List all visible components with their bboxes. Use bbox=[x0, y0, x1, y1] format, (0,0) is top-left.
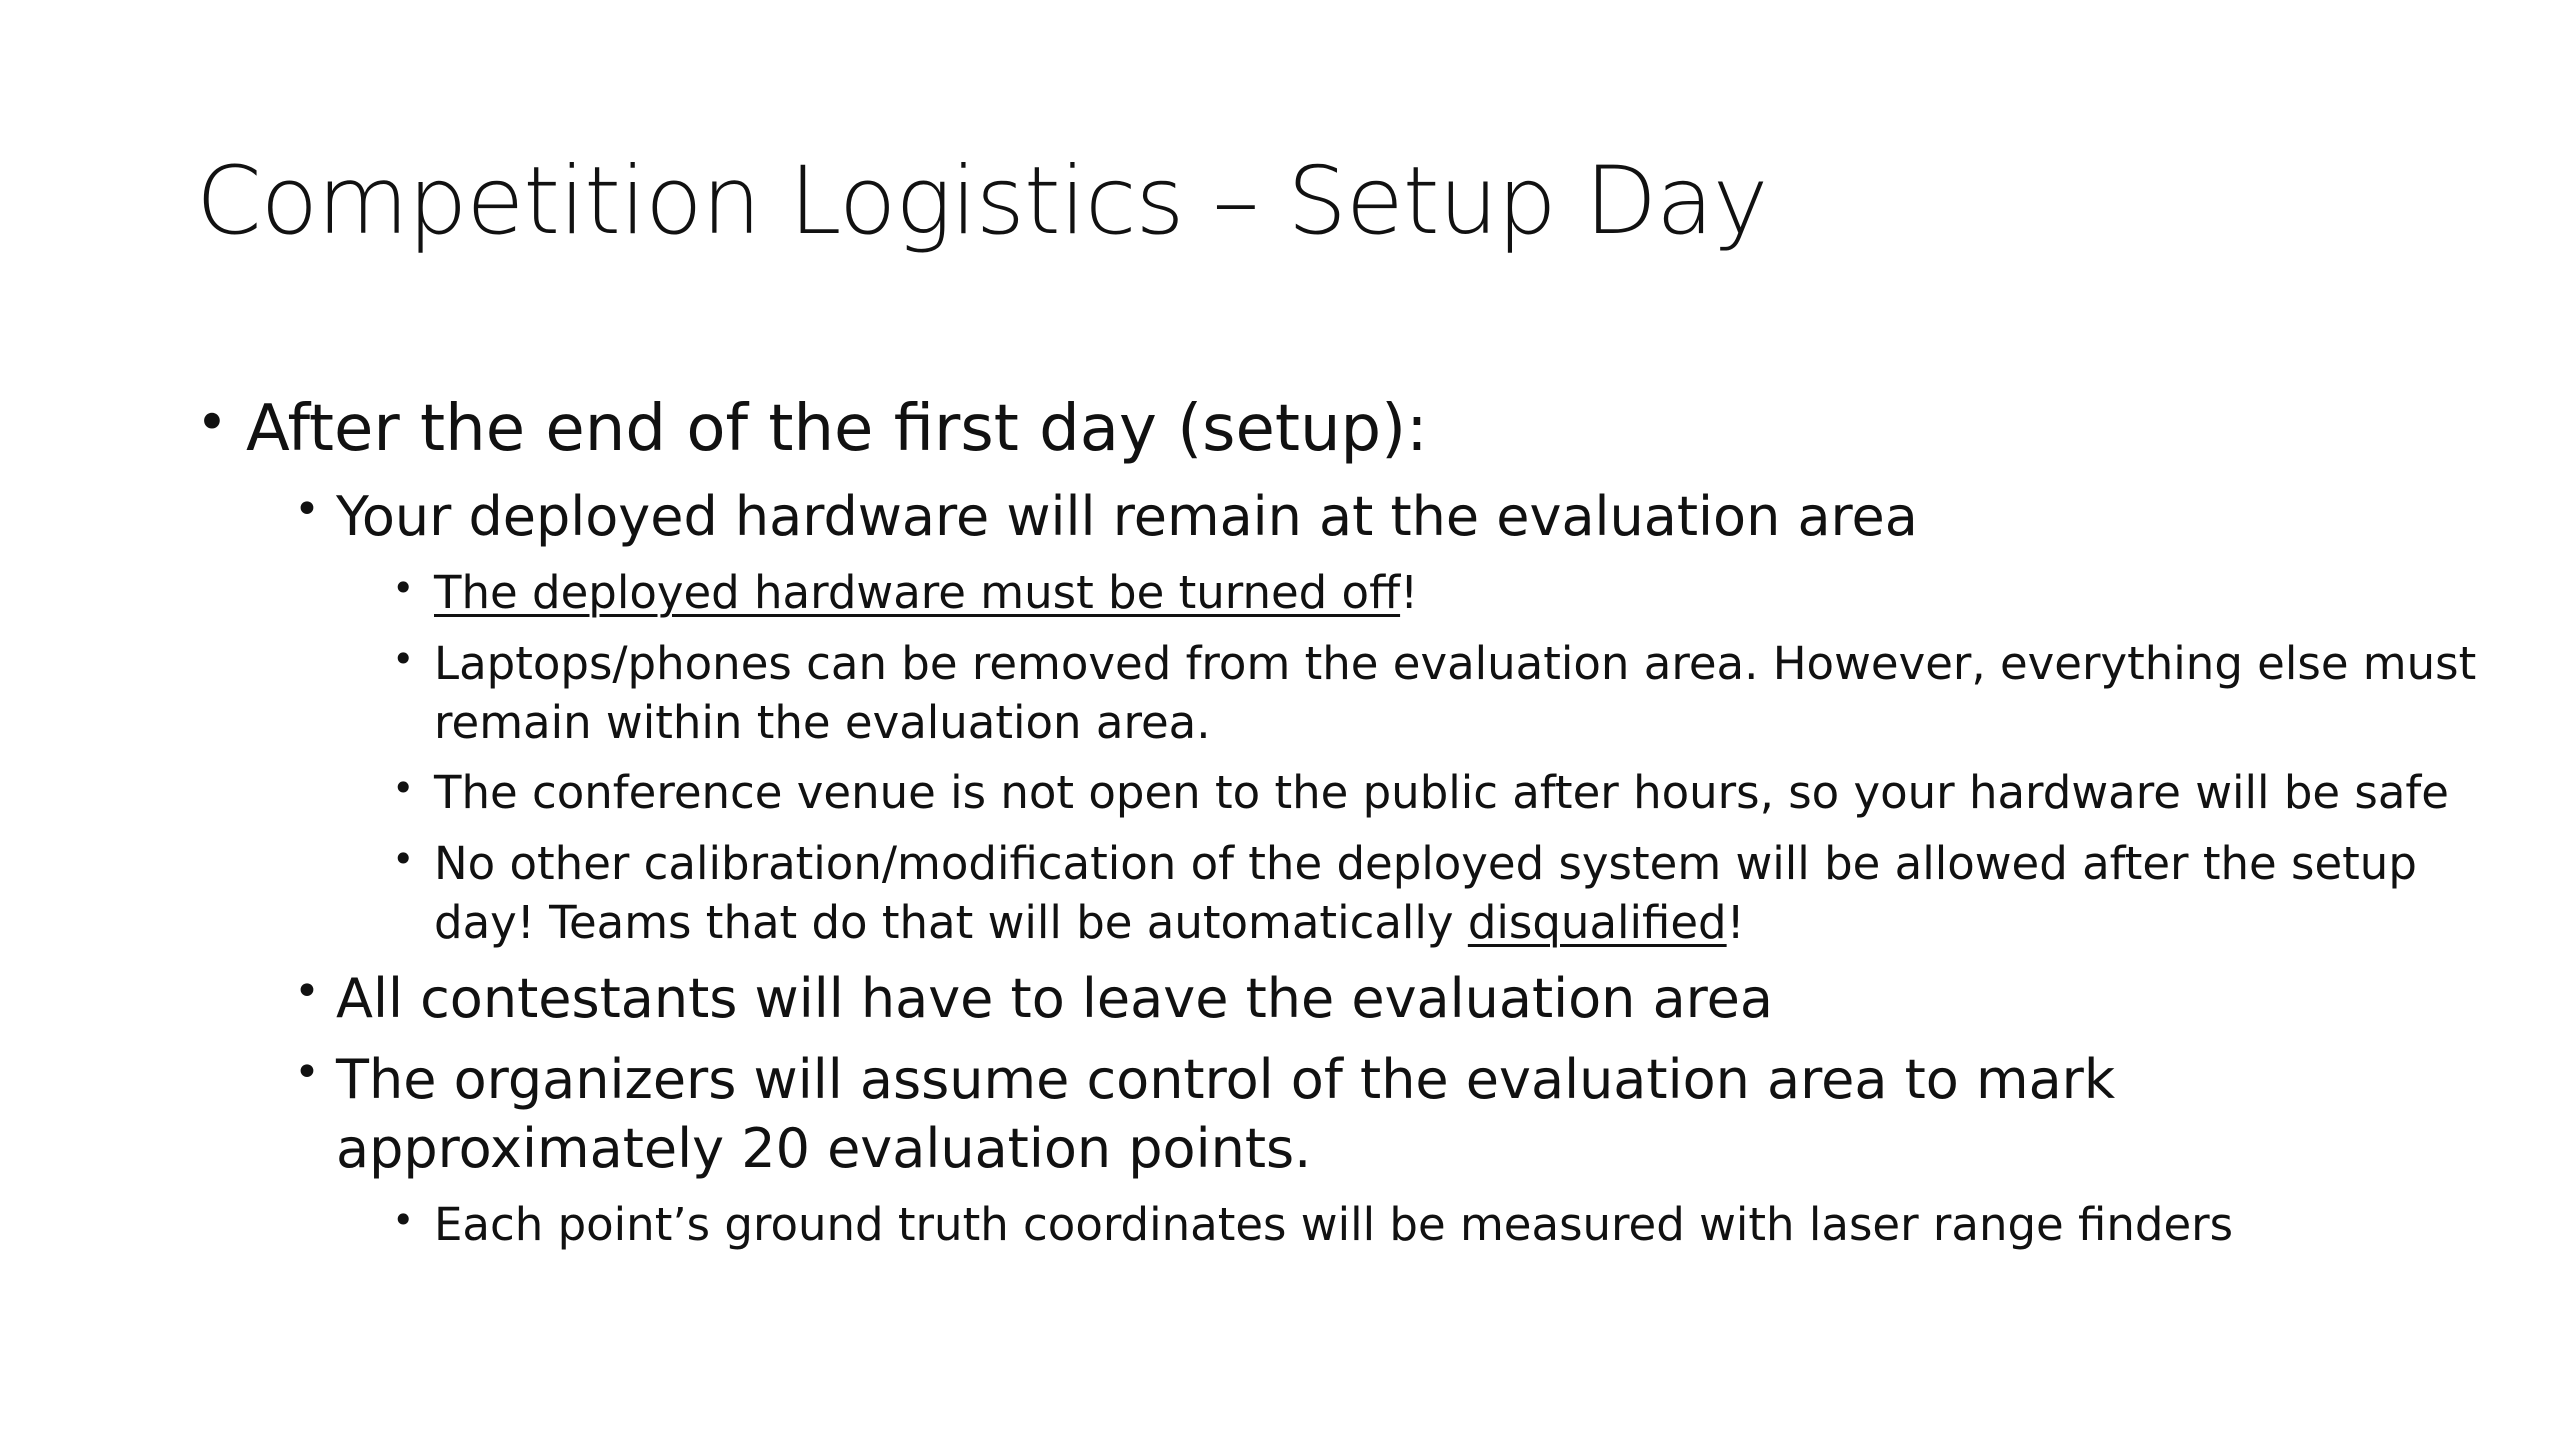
bullet-venue bbox=[392, 763, 2496, 822]
bullet-organizers bbox=[294, 1045, 2496, 1183]
bullet-dot-icon: • bbox=[294, 965, 320, 1017]
bullet-dot-icon: • bbox=[392, 836, 415, 881]
bullet-text: The organizers will assume control of the evaluation area to mark approximately 20 evaluation points. bbox=[336, 1047, 2116, 1180]
bullet-dot-icon: • bbox=[392, 566, 415, 611]
bullet-dot-icon: • bbox=[392, 636, 415, 681]
bullet-calibration bbox=[392, 834, 2496, 953]
bullet-text: All contestants will have to leave the evaluation area bbox=[336, 966, 1773, 1030]
bullet-laptops bbox=[392, 634, 2496, 753]
bullet-text: Your deployed hardware will remain at the evaluation area bbox=[336, 485, 1918, 549]
bullet-dot-icon: • bbox=[196, 391, 228, 454]
bullet-text: The conference venue is not open to the public after hours, so your hardware will be safe bbox=[434, 766, 2449, 820]
underlined-text: The deployed hardware must be turned off bbox=[434, 566, 1401, 620]
bullet-text: Each point’s ground truth coordinates will be measured with laser range finders bbox=[434, 1197, 2234, 1251]
bullet-ground-truth bbox=[392, 1195, 2496, 1254]
bullet-after-first-day bbox=[196, 390, 2496, 468]
bullet-dot-icon: • bbox=[294, 1046, 320, 1098]
bullet-text: No other calibration/modification of the deployed system will be allowed after the setup day! Teams that do that will be automatically bbox=[434, 836, 2417, 950]
bullet-dot-icon: • bbox=[294, 484, 320, 536]
suffix-text: ! bbox=[1400, 566, 1419, 620]
slide-title: Competition Logistics – Setup Day bbox=[196, 147, 1768, 256]
bullet-dot-icon: • bbox=[392, 1197, 415, 1242]
bullet-text: After the end of the first day (setup): bbox=[246, 392, 1428, 466]
underlined-text: disqualified bbox=[1467, 896, 1727, 950]
bullet-contestants-leave bbox=[294, 964, 2496, 1033]
bullet-hardware-remains bbox=[294, 482, 2496, 551]
bullet-dot-icon: • bbox=[392, 766, 415, 811]
bullet-text: Laptops/phones can be removed from the evaluation area. However, everything else must remain within the evaluation area. bbox=[434, 636, 2477, 749]
suffix-text: ! bbox=[1726, 896, 1745, 950]
slide-body bbox=[196, 390, 2496, 1265]
bullet-turned-off bbox=[392, 563, 2496, 622]
